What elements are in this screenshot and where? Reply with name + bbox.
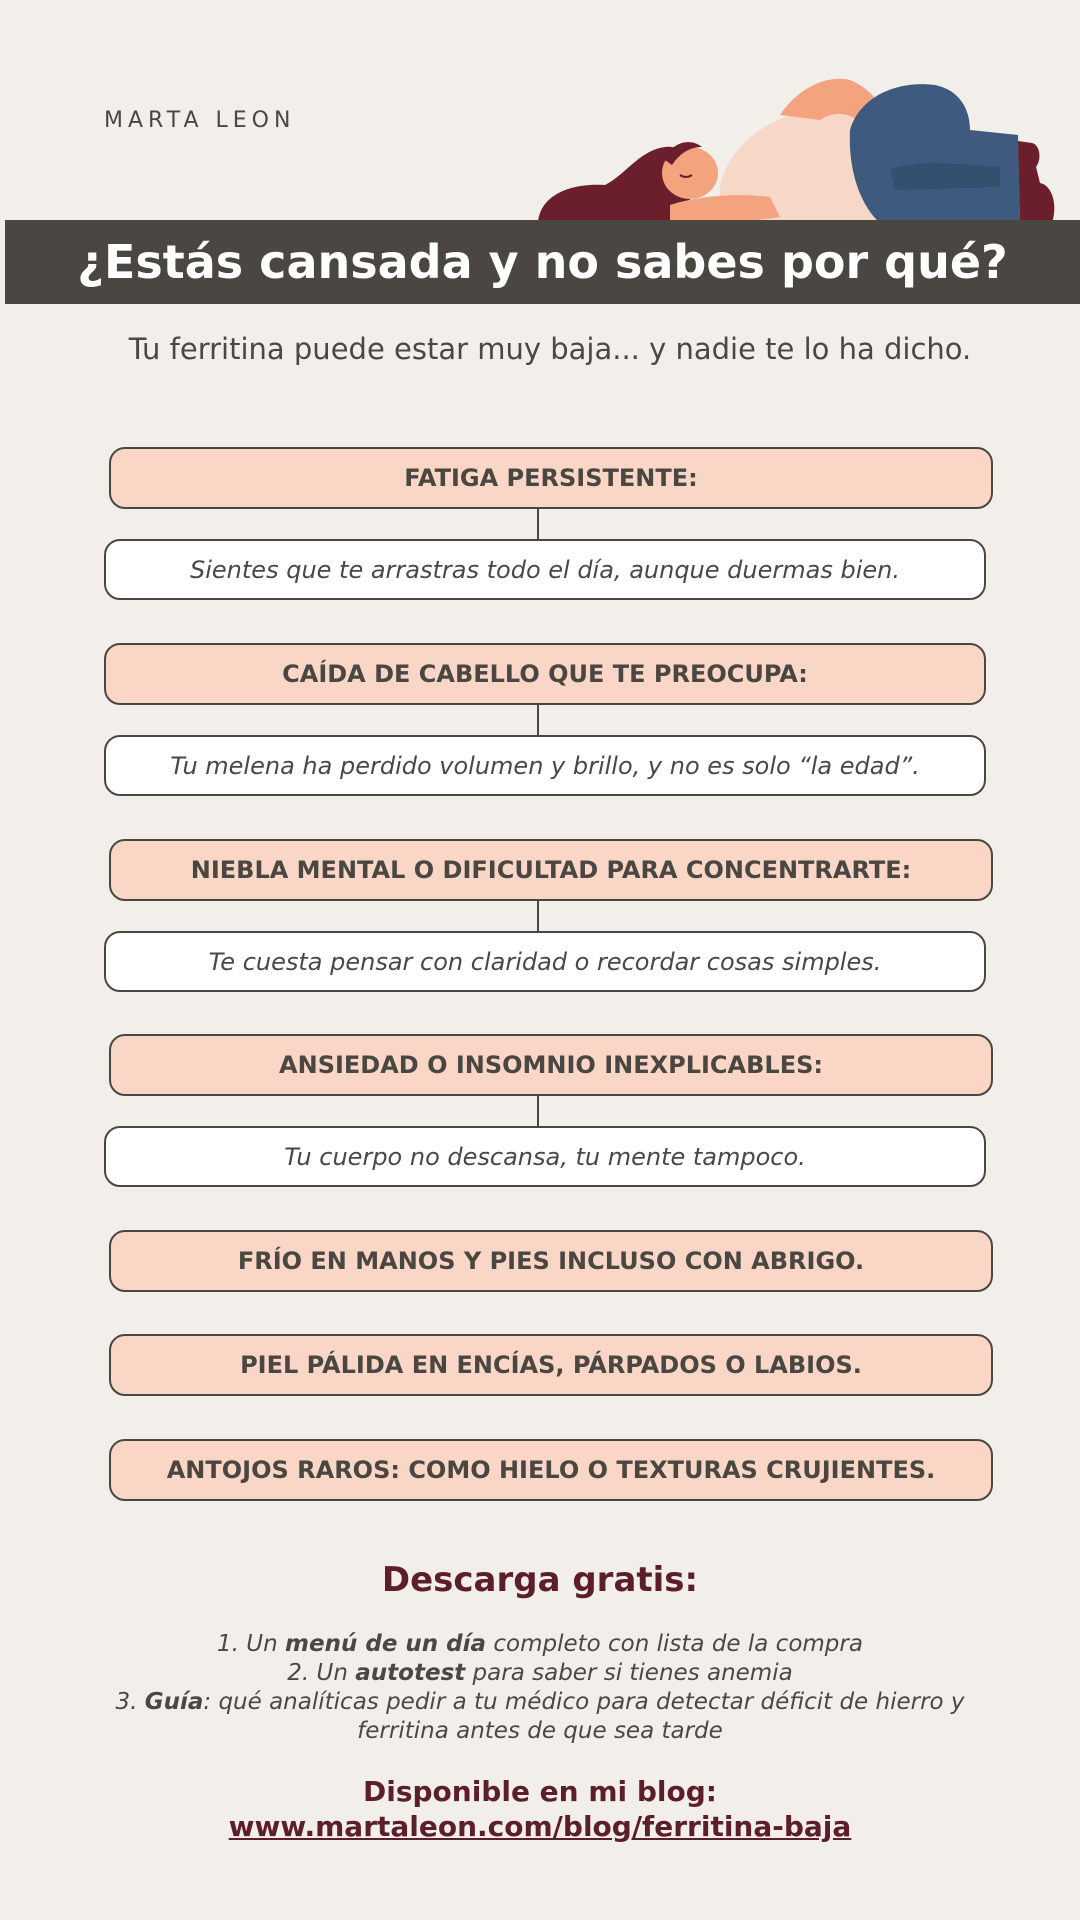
connector-line: [537, 901, 539, 931]
download-item-bold: menú de un día: [285, 1631, 487, 1657]
download-item-bold: Guía: [144, 1689, 204, 1715]
symptom-heading: NIEBLA MENTAL O DIFICULTAD PARA CONCENTRARTE:: [109, 839, 993, 901]
download-item-suffix: para saber si tienes anemia: [465, 1660, 793, 1686]
symptom-heading: ANSIEDAD O INSOMNIO INEXPLICABLES:: [109, 1034, 993, 1096]
blog-link[interactable]: www.martaleon.com/blog/ferritina-baja: [228, 1810, 852, 1843]
symptom-heading: ANTOJOS RAROS: COMO HIELO O TEXTURAS CRUJIENTES.: [109, 1439, 993, 1501]
sleeping-woman-illustration: [530, 55, 1070, 225]
download-item-prefix: 2. Un: [287, 1660, 356, 1686]
symptom-description: Te cuesta pensar con claridad o recordar cosas simples.: [104, 931, 986, 992]
available-label: Disponible en mi blog:: [362, 1775, 717, 1808]
symptom-description: Tu cuerpo no descansa, tu mente tampoco.: [104, 1126, 986, 1187]
symptom-description: Sientes que te arrastras todo el día, aunque duermas bien.: [104, 539, 986, 600]
subtitle: Tu ferritina puede estar muy baja... y nadie te lo ha dicho.: [128, 332, 972, 366]
page-title: ¿Estás cansada y no sabes por qué?: [77, 235, 1008, 289]
symptom-heading: FRÍO EN MANOS Y PIES INCLUSO CON ABRIGO.: [109, 1230, 993, 1292]
download-item-suffix: completo con lista de la compra: [486, 1631, 863, 1657]
title-banner: [5, 220, 1080, 304]
symptom-heading: FATIGA PERSISTENTE:: [109, 447, 993, 509]
connector-line: [537, 1096, 539, 1126]
download-item: [100, 1630, 980, 1659]
download-list: [100, 1630, 980, 1746]
download-item-suffix: : qué analíticas pedir a tu médico para detectar déficit de hierro y ferritina antes de que sea tarde: [203, 1689, 965, 1744]
brand-name: MARTA LEON: [104, 108, 296, 133]
connector-line: [537, 509, 539, 539]
symptom-heading: CAÍDA DE CABELLO QUE TE PREOCUPA:: [104, 643, 986, 705]
download-title: Descarga gratis:: [381, 1560, 699, 1600]
download-item-prefix: 1. Un: [217, 1631, 286, 1657]
symptom-description: Tu melena ha perdido volumen y brillo, y no es solo “la edad”.: [104, 735, 986, 796]
symptom-heading: PIEL PÁLIDA EN ENCÍAS, PÁRPADOS O LABIOS.: [109, 1334, 993, 1396]
connector-line: [537, 705, 539, 735]
download-item: [100, 1659, 980, 1688]
download-item: [100, 1688, 980, 1746]
download-item-prefix: 3.: [115, 1689, 145, 1715]
download-item-bold: autotest: [355, 1660, 466, 1686]
